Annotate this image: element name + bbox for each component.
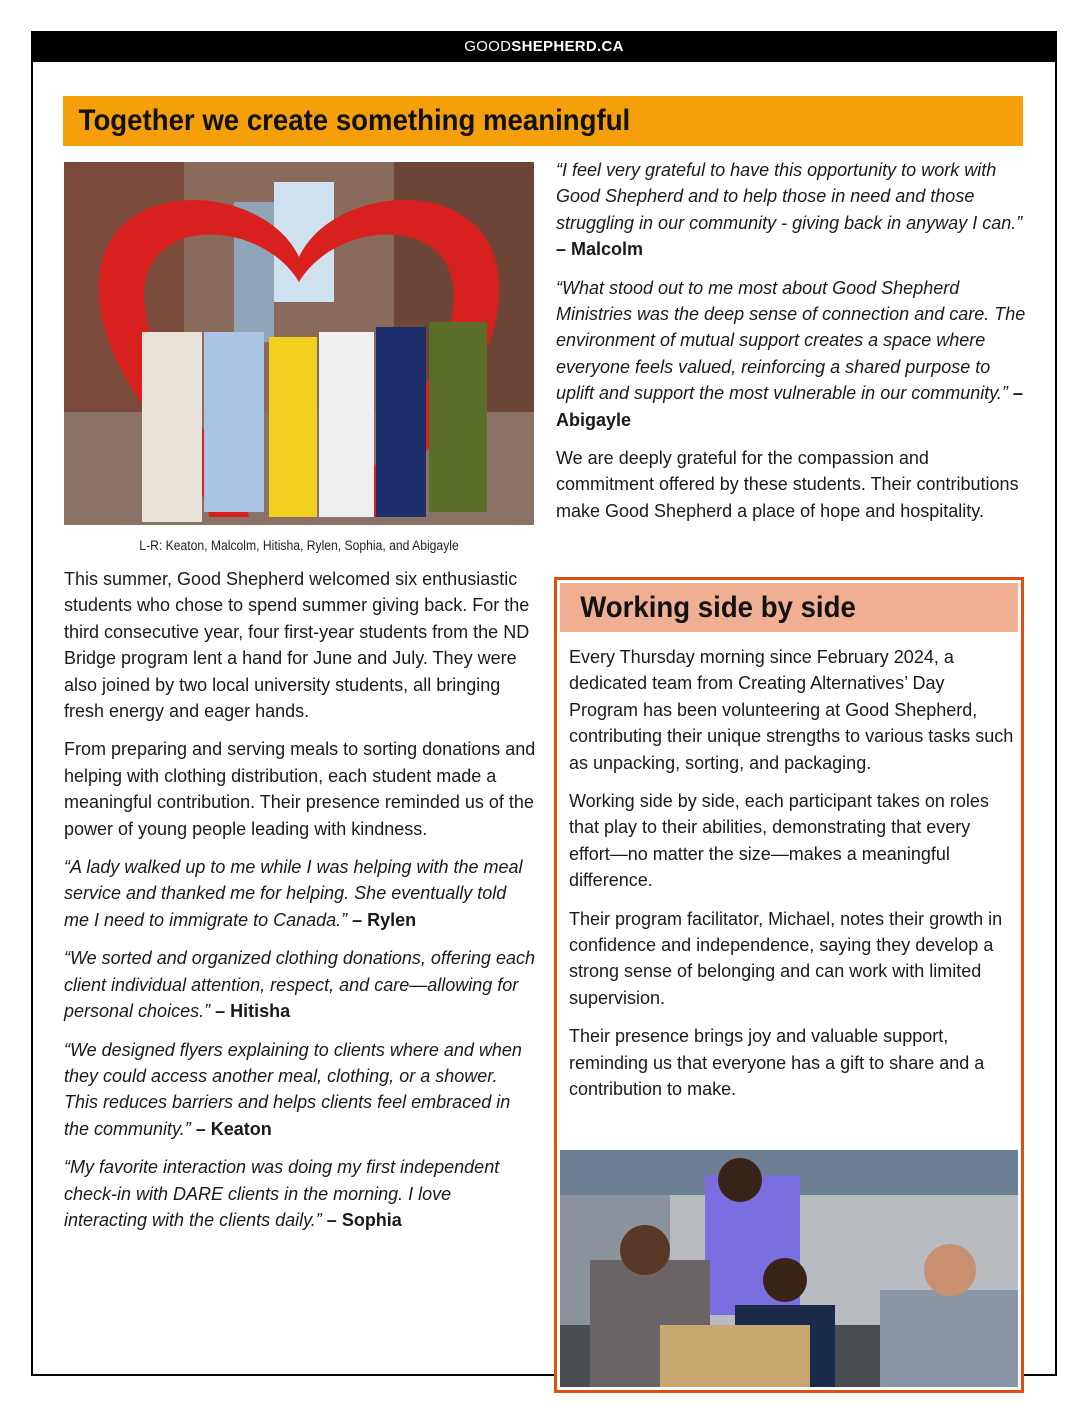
quote-rylen bbox=[64, 854, 536, 933]
quote-sophia bbox=[64, 1154, 536, 1233]
left-column bbox=[64, 566, 536, 1245]
quote-abigayle bbox=[556, 275, 1026, 433]
quote-author: Rylen bbox=[367, 909, 417, 930]
quote-dash: – bbox=[321, 1209, 342, 1230]
closing-paragraph: We are deeply grateful for the compassion and commitment offered by these students. Their contributions make Good Shepherd a place of hope and hospitality. bbox=[556, 448, 1019, 521]
site-name-bold: SHEPHERD.CA bbox=[511, 38, 624, 55]
quote-text: “I feel very grateful to have this opportunity to work with Good Shepherd and to help those in need and those struggling in our community - giving back in anyway I can.” bbox=[556, 160, 1023, 233]
quote-malcolm bbox=[556, 157, 1026, 263]
photo-caption: L-R: Keaton, Malcolm, Hitisha, Rylen, Sophia, and Abigayle bbox=[139, 538, 459, 553]
quote-text: “What stood out to me most about Good Shepherd Ministries was the deep sense of connection and care. The environment of mutual support creates a space where everyone feels valued, reinforcing a shared purpose to uplift and support the most vulnerable in our community.” bbox=[556, 277, 1026, 404]
quote-text: “A lady walked up to me while I was helping with the meal service and thanked me for helping. She eventually told me I need to immigrate to Canada.” bbox=[64, 857, 523, 930]
page-title: Together we create something meaningful bbox=[78, 104, 631, 137]
quote-text: “We sorted and organized clothing donations, offering each client individual attention, respect, and care—allowing for personal choices.” bbox=[64, 948, 535, 1022]
quote-author: Hitisha bbox=[230, 1001, 291, 1022]
quote-text: “We designed flyers explaining to clients where and when they could access another meal, clothing, or a shower. This reduces barriers and helps clients feel embraced in the community.” bbox=[64, 1039, 522, 1139]
quote-dash: – bbox=[556, 239, 572, 260]
quote-hitisha bbox=[64, 945, 536, 1024]
contribution-paragraph: From preparing and serving meals to sorting donations and helping with clothing distribution, each student made a meaningful contribution. Their presence reminded us of the power of young people leading with kindness. bbox=[64, 739, 536, 839]
box-header bbox=[560, 583, 1018, 632]
box-paragraph: Their presence brings joy and valuable support, reminding us that everyone has a gift to share and a contribution to make. bbox=[569, 1026, 985, 1100]
quote-author: Malcolm bbox=[571, 239, 644, 260]
quote-author: Abigayle bbox=[556, 409, 632, 430]
box-paragraph: Every Thursday morning since February 2024, a dedicated team from Creating Alternatives’ Day Program has been volunteering at Good Shepherd, contributing their unique strengths to various tasks such as unpacking, sorting, and packaging. bbox=[569, 647, 1014, 773]
title-band bbox=[63, 96, 1023, 146]
intro-paragraph: This summer, Good Shepherd welcomed six enthusiastic students who chose to spend summer giving back. For the third consecutive year, four first-year students from the ND Bridge program lent a hand for June and July. They were also joined by two local university students, all bringing fresh energy and eager hands. bbox=[64, 569, 530, 722]
box-body bbox=[569, 644, 1015, 1115]
quote-dash: – bbox=[190, 1118, 211, 1139]
right-column bbox=[556, 157, 1026, 536]
site-name-light: GOOD bbox=[464, 38, 512, 55]
students-heart-photo bbox=[64, 162, 534, 525]
volunteers-kitchen-photo bbox=[560, 1150, 1018, 1387]
box-paragraph: Their program facilitator, Michael, notes their growth in confidence and independence, saying they develop a strong sense of belonging and can work with limited supervision. bbox=[569, 908, 1003, 1008]
quote-author: Sophia bbox=[341, 1209, 402, 1230]
quote-author: Keaton bbox=[210, 1118, 272, 1139]
quote-dash: – bbox=[347, 909, 368, 930]
quote-dash: – bbox=[1007, 383, 1023, 404]
quote-text: “My favorite interaction was doing my first independent check-in with DARE clients in the morning. I love interacting with the clients daily.” bbox=[64, 1157, 500, 1230]
quote-dash: – bbox=[210, 1001, 231, 1022]
site-header bbox=[31, 31, 1057, 62]
working-side-by-side-box bbox=[554, 577, 1024, 1393]
box-paragraph: Working side by side, each participant takes on roles that play to their abilities, demonstrating that every effort—no matter the size—makes a meaningful difference. bbox=[569, 791, 989, 891]
box-title: Working side by side bbox=[580, 591, 856, 624]
quote-keaton bbox=[64, 1037, 536, 1143]
